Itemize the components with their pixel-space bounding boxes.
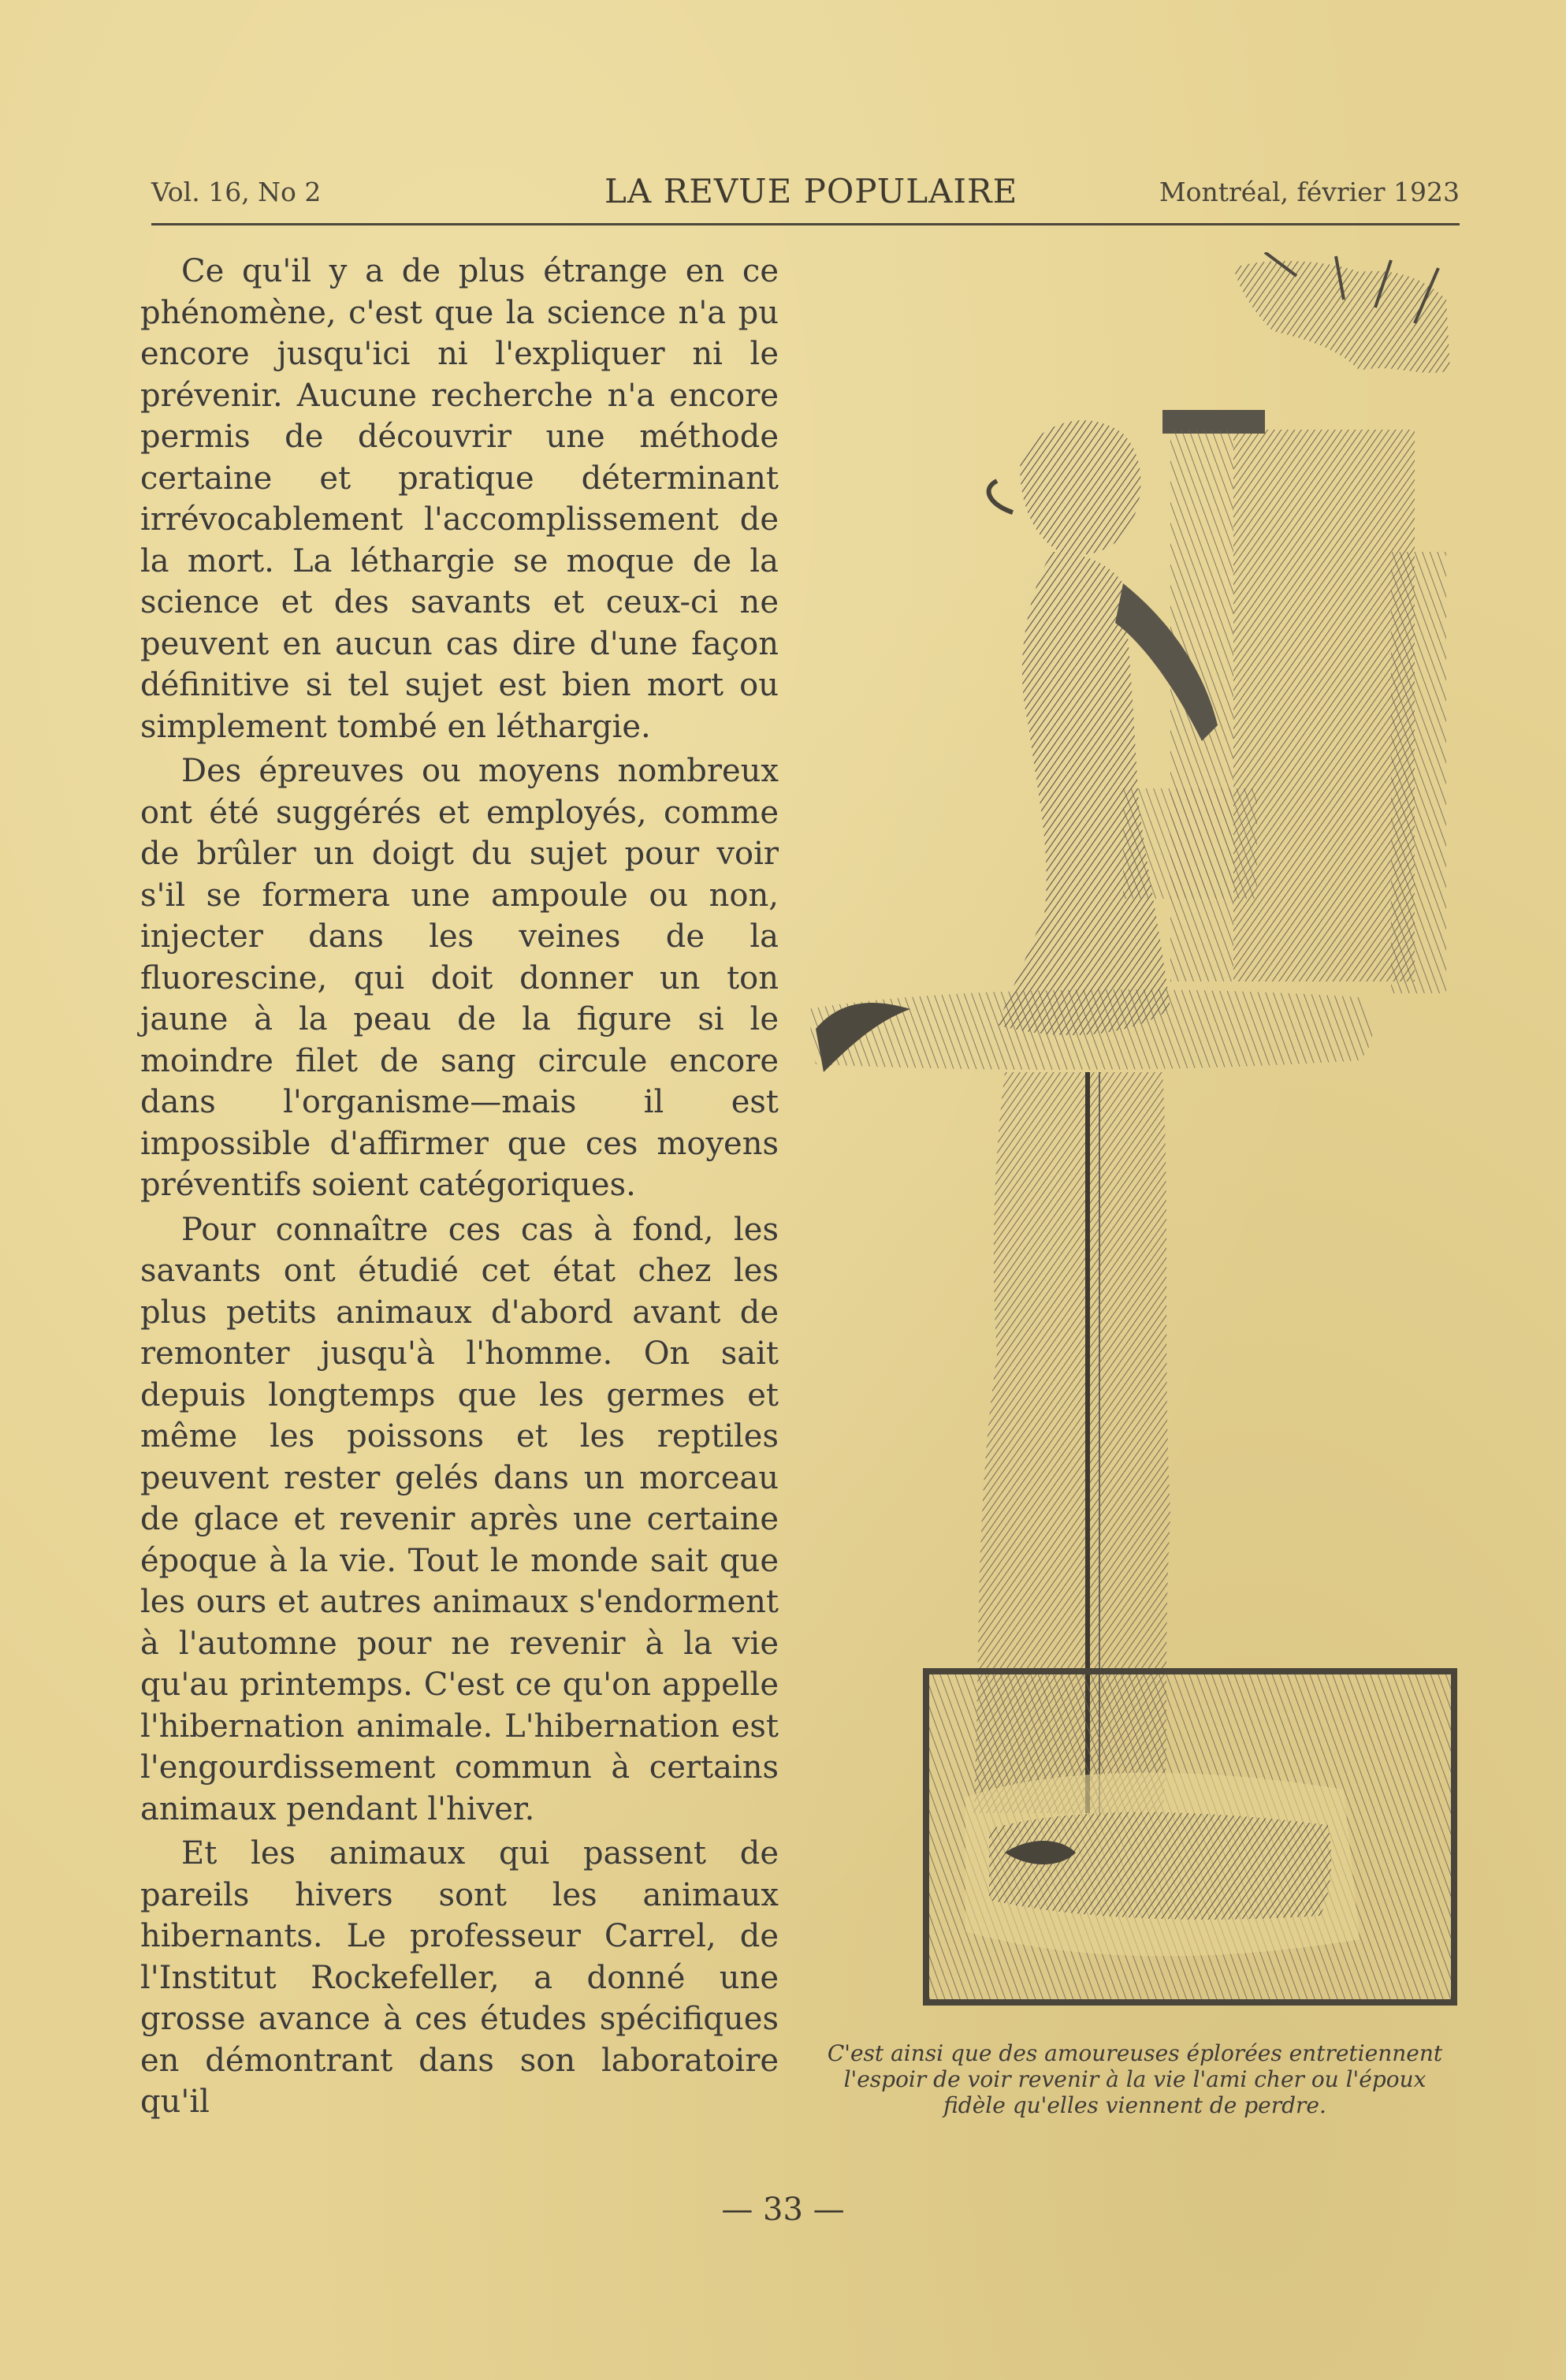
volume-number: Vol. 16, No 2 [151, 177, 322, 207]
magazine-title: LA REVUE POPULAIRE [604, 172, 1018, 210]
header-rule [151, 223, 1460, 225]
grave-slab [808, 989, 1373, 1072]
foliage-top [1233, 252, 1450, 373]
page-header [151, 172, 1460, 219]
page-number: — 33 — [721, 2192, 845, 2228]
article-paragraph: Et les animaux qui passent de pareils hivers sont les animaux hibernants. Le professeur Carrel, de l'Institut Rockefeller, a donné une grosse avance à ces études spécifiques en démontrant dans son laboratoire qu'il [140, 1835, 779, 2120]
stone-pillar [1123, 410, 1446, 993]
place-and-date: Montréal, février 1923 [1159, 177, 1460, 207]
article-paragraph: Pour connaître ces cas à fond, les savants ont étudié cet état chez les plus petits animaux d'abord avant de remonter jusqu'à l'homme. On sait depuis longtemps que les germes et même les poissons et les reptiles peuvent rester gelés dans un morceau de glace et revenir après une certaine époque à la vie. Tout le monde sait que les ours et autres animaux s'endorment à l'automne pour ne revenir à la vie qu'au printemps. C'est ce qu'on appelle l'hibernation animale. L'hibernation est l'engourdissement commun à certains animaux pendant l'hiver. [140, 1211, 779, 1827]
article-column [140, 251, 779, 2158]
underground-crypt [926, 1671, 1454, 2002]
illustration-caption: C'est ainsi que des amoureuses éplorées entretiennent l'espoir de voir revenir à la vie l'ami cher ou l'époux fidèle qu'elles viennent de perdre. [827, 2040, 1443, 2118]
article-paragraph: Des épreuves ou moyens nombreux ont été suggérés et employés, comme de brûler un doigt du sujet pour voir s'il se formera une ampoule ou non, injecter dans les veines de la fluorescine, qui doit donner un ton jaune à la peau de la figure si le moindre filet de sang circule encore dans l'organisme—mais il est impossible d'affirmer que ces moyens préventifs soient catégoriques. [140, 753, 779, 1203]
article-paragraph: Ce qu'il y a de plus étrange en ce phénomène, c'est que la science n'a pu encore jusqu'ici ni l'expliquer ni le prévenir. Aucune recherche n'a encore permis de découvrir une méthode certaine et pratique déterminant irrévocablement l'accomplissement de la mort. La léthargie se moque de la science et des savants et ceux-ci ne peuvent en aucun cas dire d'une façon définitive si tel sujet est bien mort ou simplement tombé en léthargie. [140, 253, 779, 745]
engraving-illustration [792, 252, 1470, 2026]
